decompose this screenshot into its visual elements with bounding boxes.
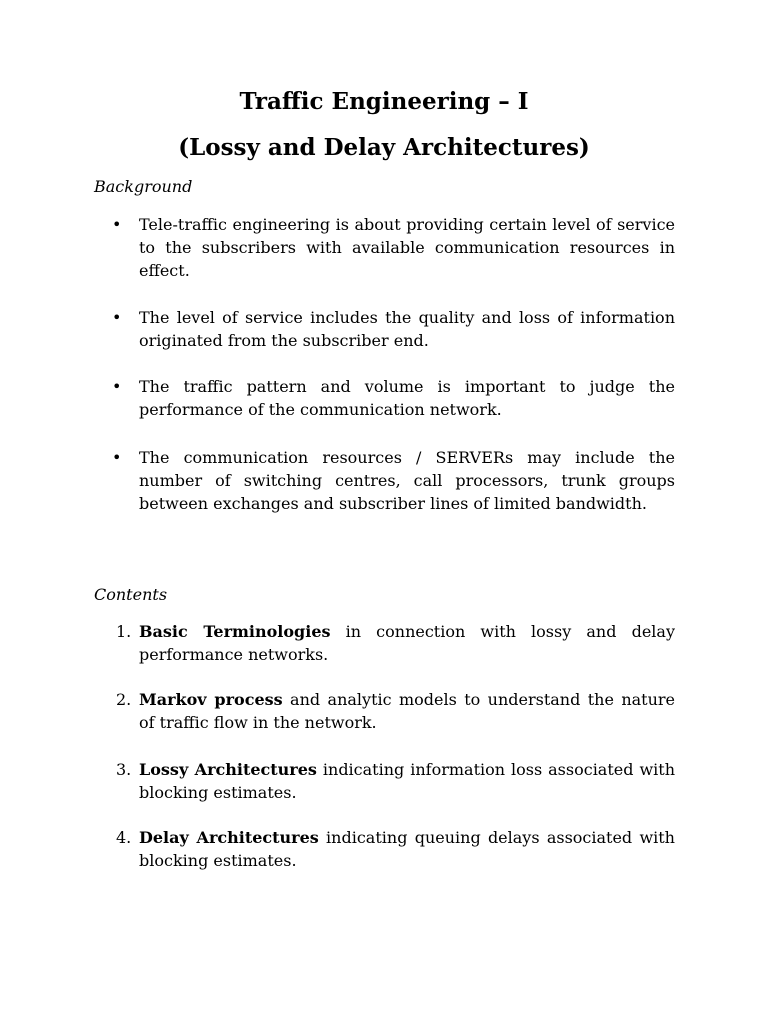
list-number: 1. — [116, 622, 132, 641]
background-item-2: The level of service includes the quality and loss of information originated from the subscriber end. — [139, 308, 675, 350]
list-number: 3. — [116, 760, 132, 779]
bullet-marker: • — [112, 215, 122, 234]
bullet-marker: • — [112, 448, 122, 467]
contents-item-3 — [139, 758, 675, 804]
page-title: Traffic Engineering – I — [239, 88, 529, 115]
contents-item-text: indicating queuing delays associated with blocking estimates. — [139, 828, 675, 870]
contents-item-term: Basic Terminologies — [139, 622, 331, 641]
list-number: 2. — [116, 690, 132, 709]
contents-item-text: and analytic models to understand the nature of traffic flow in the network. — [139, 690, 676, 732]
background-heading: Background — [94, 177, 193, 196]
contents-item-text: in connection with lossy and delay performance networks. — [139, 622, 675, 664]
contents-item-term: Markov process — [139, 690, 283, 709]
background-item-3: The traffic pattern and volume is important to judge the performance of the communication network. — [139, 377, 675, 419]
contents-item-text: indicating information loss associated with blocking estimates. — [139, 760, 675, 802]
background-item-4: The communication resources / SERVERs may include the number of switching centres, call processors, trunk groups between exchanges and subscriber lines of limited bandwidth. — [139, 448, 675, 513]
list-number: 4. — [116, 828, 132, 847]
contents-item-term: Delay Architectures — [139, 828, 319, 847]
contents-item-1 — [139, 620, 675, 666]
contents-heading: Contents — [94, 585, 168, 604]
contents-item-4 — [139, 826, 675, 872]
background-item-1: Tele-traffic engineering is about providing certain level of service to the subscribers with available communication resources in effect. — [139, 215, 675, 280]
contents-item-2 — [139, 688, 675, 734]
bullet-marker: • — [112, 308, 122, 327]
page-subtitle: (Lossy and Delay Architectures) — [178, 134, 590, 161]
bullet-marker: • — [112, 377, 122, 396]
contents-item-term: Lossy Architectures — [139, 760, 317, 779]
